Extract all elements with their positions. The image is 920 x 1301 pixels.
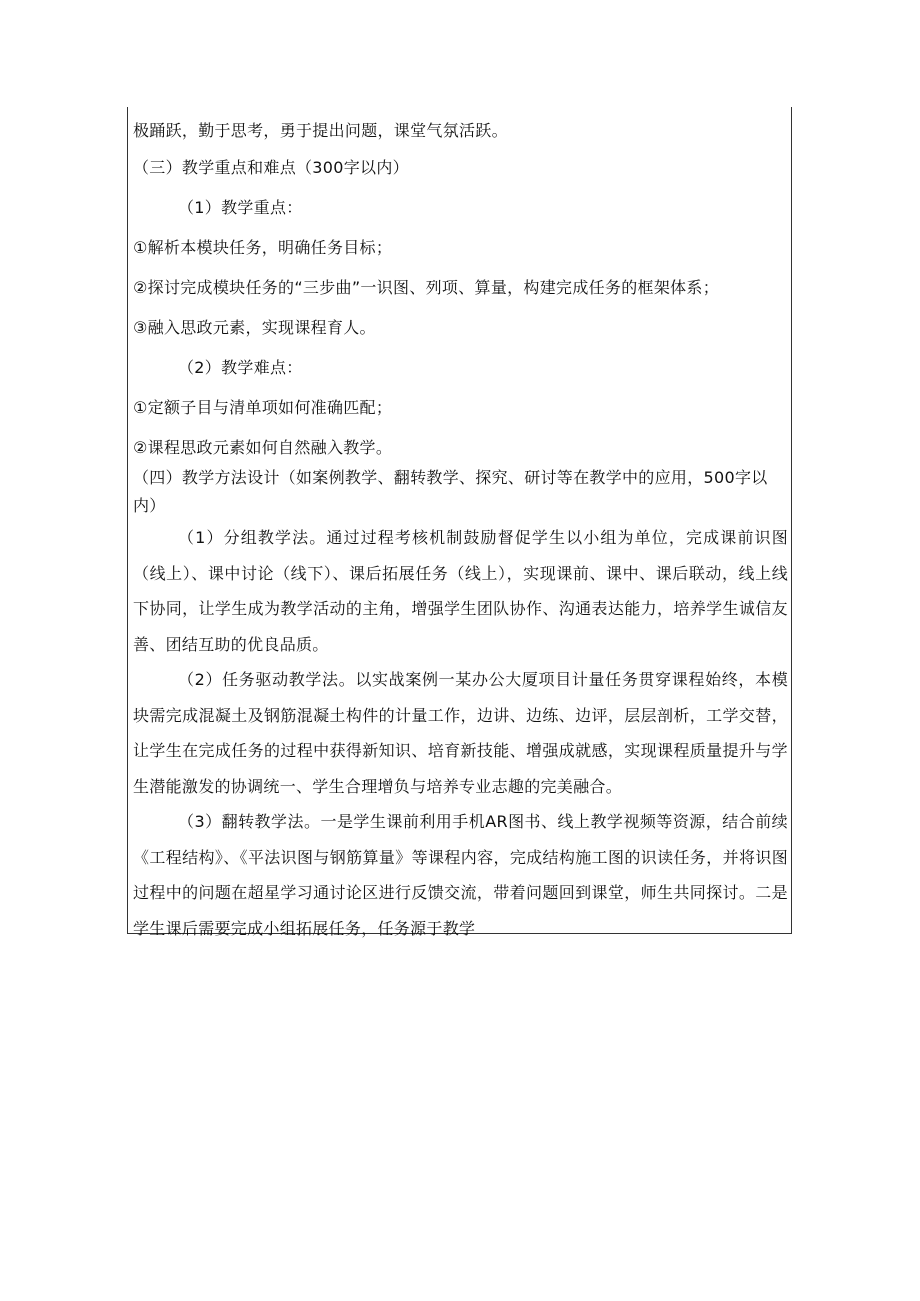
section4-heading-line2: 内） [133,496,166,515]
method-paragraph: （1）分组教学法。通过过程考核机制鼓励督促学生以小组为单位，完成课前识图（线上）、课中讨论（线下）、课后拓展任务（线上），实现课前、课中、课后联动，线上线下协同，让学生成为教学活动的主角，增强学生团队协作、沟通表达能力，培养学生诚信友善、团结互助的优良品质。 [133,528,788,654]
difficulties-title: （2）教学难点： [178,358,303,377]
difficulty-item: ①定额子目与清单项如何准确匹配； [133,398,393,417]
cell-content [133,117,788,946]
section3-heading: （三）教学重点和难点（300字以内） [133,158,409,177]
table-cell-frame [127,107,792,938]
key-point-item: ③融入思政元素，实现课程育人。 [133,318,376,337]
method-paragraph: （2）任务驱动教学法。以实战案例一某办公大厦项目计量任务贯穿课程始终，本模块需完成混凝土及钢筋混凝土构件的计量工作，边讲、边练、边评，层层剖析，工学交替，让学生在完成任务的过程中获得新知识、培育新技能、增强成就感，实现课程质量提升与学生潜能激发的协调统一、学生合理增负与培养专业志趣的完美融合。 [133,670,788,796]
difficulty-item: ②课程思政元素如何自然融入教学。 [133,438,393,457]
section4-heading-line1: （四）教学方法设计（如案例教学、翻转教学、探究、研讨等在教学中的应用，500字以 [133,468,768,487]
method-paragraph: （3）翻转教学法。一是学生课前利用手机AR图书、线上教学视频等资源，结合前续《工程结构》、《平法识图与钢筋算量》等课程内容，完成结构施工图的识读任务，并将识图过程中的问题在超星学习通讨论区进行反馈交流，带着问题回到课堂，师生共同探讨。二是学生课后需要完成小组拓展任务，任务源于教学 [133,812,788,938]
key-point-item: ①解析本模块任务，明确任务目标； [133,238,393,257]
key-points-title: （1）教学重点： [178,198,303,217]
continuation-line: 极踊跃，勤于思考，勇于提出问题，课堂气氛活跃。 [133,121,508,140]
key-point-item: ②探讨完成模块任务的“三步曲”一识图、列项、算量，构建完成任务的框架体系； [133,278,720,297]
